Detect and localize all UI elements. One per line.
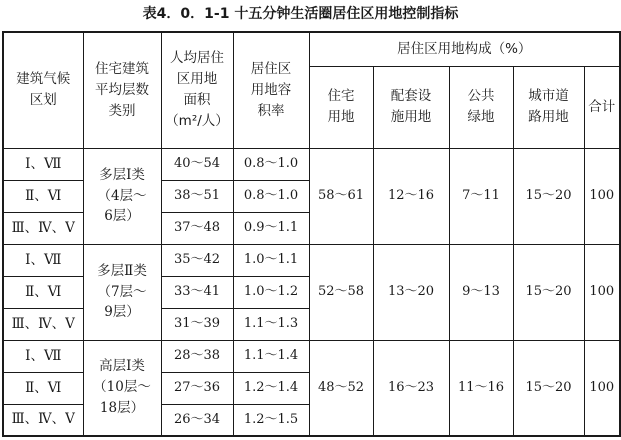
far-cell: 1.2～1.5 — [233, 404, 309, 436]
header-facilities-land: 配套设 施用地 — [373, 66, 449, 148]
header-road-land: 城市道 路用地 — [513, 66, 584, 148]
header-building-type: 住宅建筑 平均层数 类别 — [83, 32, 161, 148]
roads-cell: 15～20 — [513, 148, 584, 244]
climate-zone-cell: Ⅰ、Ⅶ — [3, 340, 83, 372]
table-row — [3, 340, 620, 372]
land-control-table — [2, 31, 621, 437]
green-cell: 11～16 — [449, 340, 513, 436]
table-row — [3, 244, 620, 276]
far-cell: 0.9～1.1 — [233, 212, 309, 244]
building-type-cell: 高层Ⅰ类 （10层～ 18层） — [83, 340, 161, 436]
land-area-cell: 26～34 — [161, 404, 233, 436]
climate-zone-cell: Ⅲ、Ⅳ、Ⅴ — [3, 212, 83, 244]
land-area-cell: 38～51 — [161, 180, 233, 212]
header-floor-area-ratio: 居住区 用地容 积率 — [233, 32, 309, 148]
far-cell: 1.2～1.4 — [233, 372, 309, 404]
climate-zone-cell: Ⅰ、Ⅶ — [3, 148, 83, 180]
land-area-cell: 40～54 — [161, 148, 233, 180]
land-area-cell: 37～48 — [161, 212, 233, 244]
residential-cell: 48～52 — [309, 340, 373, 436]
table-row — [3, 148, 620, 180]
facilities-cell: 13～20 — [373, 244, 449, 340]
residential-cell: 58～61 — [309, 148, 373, 244]
residential-cell: 52～58 — [309, 244, 373, 340]
far-cell: 1.1～1.4 — [233, 340, 309, 372]
climate-zone-cell: Ⅲ、Ⅳ、Ⅴ — [3, 404, 83, 436]
climate-zone-cell: Ⅱ、Ⅵ — [3, 276, 83, 308]
far-cell: 0.8～1.0 — [233, 148, 309, 180]
table-title: 表4．0．1-1 十五分钟生活圈居住区用地控制指标 — [142, 6, 459, 22]
climate-zone-cell: Ⅰ、Ⅶ — [3, 244, 83, 276]
green-cell: 9～13 — [449, 244, 513, 340]
total-cell: 100 — [584, 244, 620, 340]
building-type-cell: 多层Ⅰ类 （4层～ 6层） — [83, 148, 161, 244]
header-residential-land: 住宅 用地 — [309, 66, 373, 148]
facilities-cell: 16～23 — [373, 340, 449, 436]
land-area-cell: 31～39 — [161, 308, 233, 340]
roads-cell: 15～20 — [513, 244, 584, 340]
land-area-cell: 33～41 — [161, 276, 233, 308]
far-cell: 1.1～1.3 — [233, 308, 309, 340]
roads-cell: 15～20 — [513, 340, 584, 436]
header-land-composition: 居住区用地构成（%） — [309, 32, 620, 66]
header-public-green: 公共 绿地 — [449, 66, 513, 148]
far-cell: 1.0～1.2 — [233, 276, 309, 308]
building-type-cell: 多层Ⅱ类 （7层～ 9层） — [83, 244, 161, 340]
header-land-per-capita: 人均居住 区用地 面积 （m²/人） — [161, 32, 233, 148]
climate-zone-cell: Ⅱ、Ⅵ — [3, 180, 83, 212]
total-cell: 100 — [584, 340, 620, 436]
land-area-cell: 35～42 — [161, 244, 233, 276]
climate-zone-cell: Ⅱ、Ⅵ — [3, 372, 83, 404]
far-cell: 1.0～1.1 — [233, 244, 309, 276]
climate-zone-cell: Ⅲ、Ⅳ、Ⅴ — [3, 308, 83, 340]
far-cell: 0.8～1.0 — [233, 180, 309, 212]
land-area-cell: 27～36 — [161, 372, 233, 404]
facilities-cell: 12～16 — [373, 148, 449, 244]
total-cell: 100 — [584, 148, 620, 244]
header-total: 合计 — [584, 66, 620, 148]
green-cell: 7～11 — [449, 148, 513, 244]
land-area-cell: 28～38 — [161, 340, 233, 372]
header-climate-zone: 建筑气候 区划 — [3, 32, 83, 148]
